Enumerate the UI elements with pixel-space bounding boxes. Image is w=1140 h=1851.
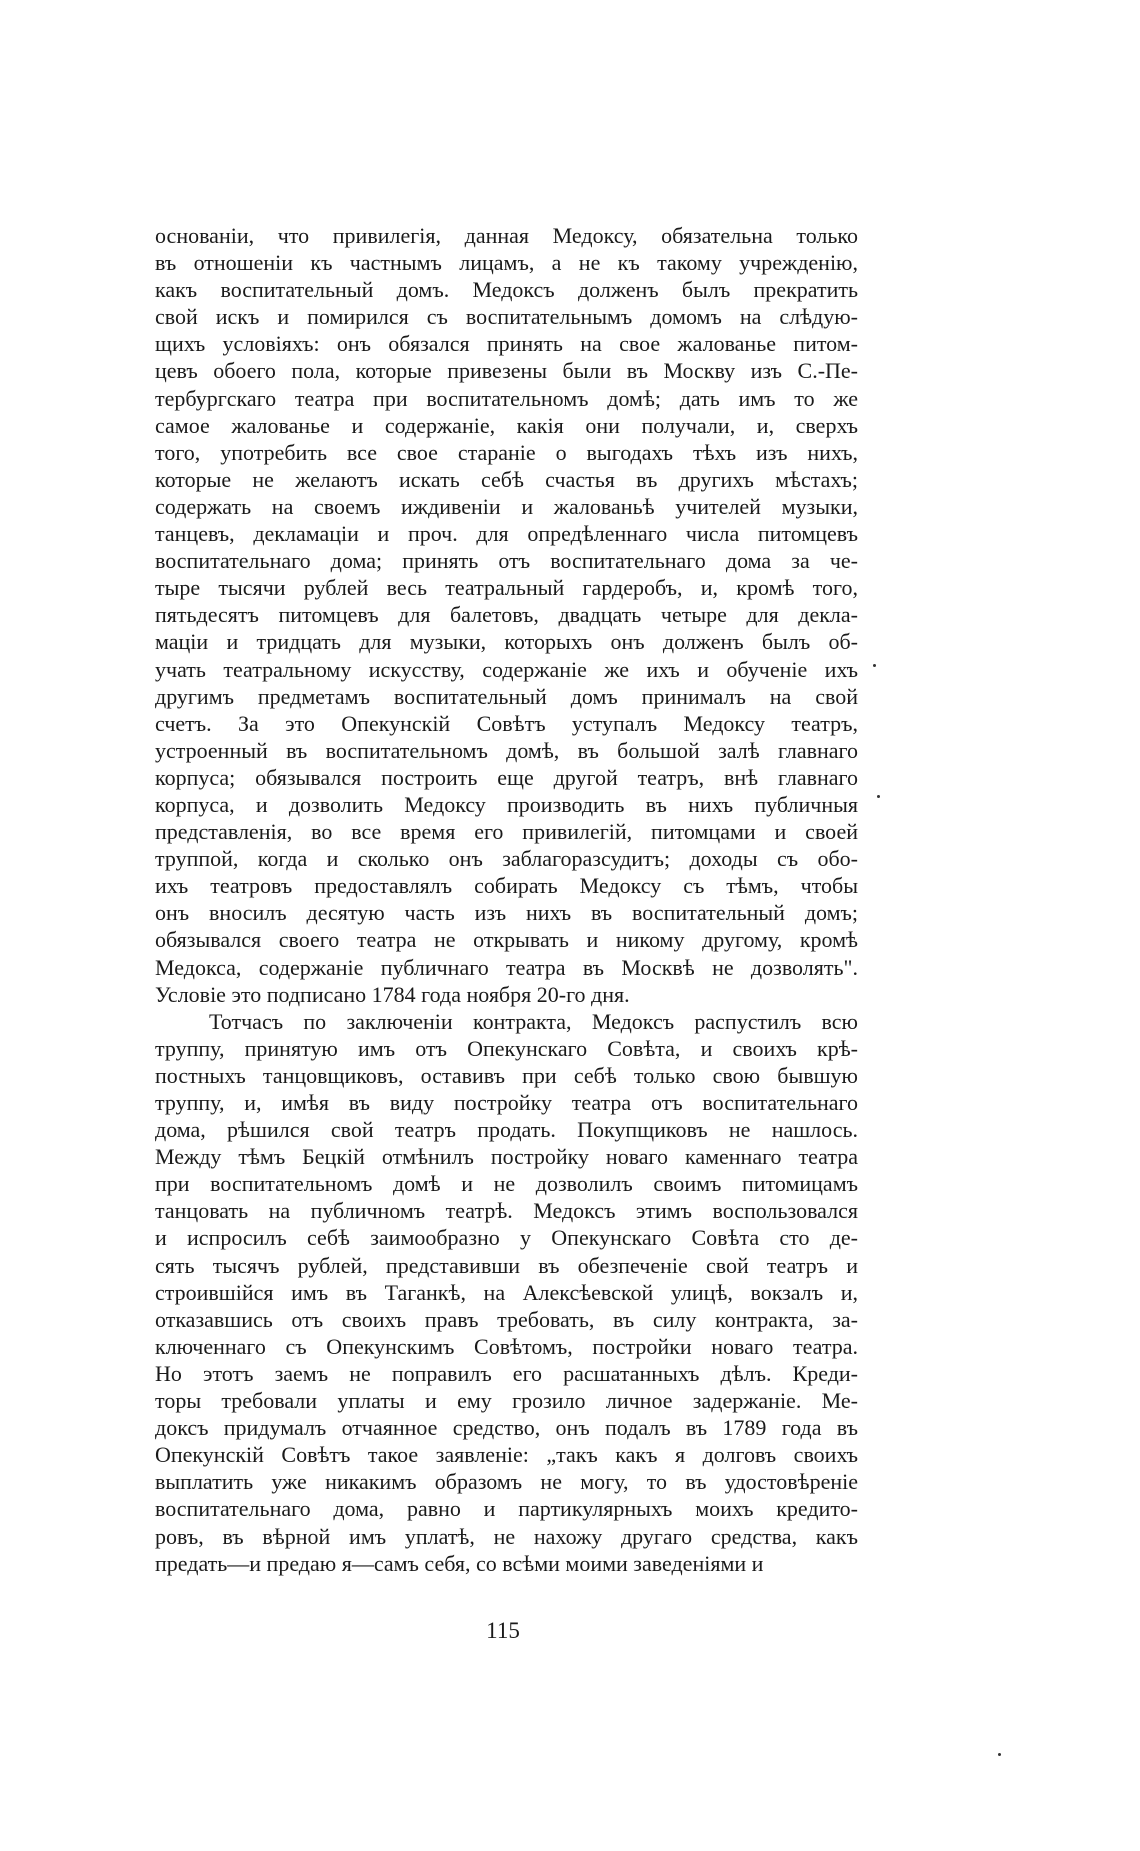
text-line: щихъ условіяхъ: онъ обязался принять на свое жалованье питом- [155,331,858,357]
text-line: онъ вносилъ десятую часть изъ нихъ въ воспитательный домъ; [155,900,858,926]
text-line: устроенный въ воспитательномъ домѣ, въ большой залѣ главнаго [155,737,858,763]
text-line: торы требовали уплаты и ему грозило личное задержаніе. Ме- [155,1388,858,1414]
text-line: Медокса, содержаніе публичнаго театра въ Москвѣ не дозволять". [155,954,858,980]
text-line: самое жалованье и содержаніе, какія они получали, и, сверхъ [155,412,858,438]
text-line: доксъ придумалъ отчаянное средство, онъ подалъ въ 1789 года въ [155,1415,858,1441]
text-line: цевъ обоего пола, которые привезены были въ Москву изъ С.-Пе- [155,358,858,384]
text-line: содержать на своемъ иждивеніи и жалованьѣ учителей музыки, [155,493,858,519]
text-line: дома, рѣшился свой театръ продать. Покупщиковъ не нашлось. [155,1117,858,1143]
text-line: какъ воспитательный домъ. Медоксъ долженъ былъ прекратить [155,277,858,303]
text-line: корпуса, и дозволить Медоксу производить въ нихъ публичныя [155,791,858,817]
text-line: выплатить уже никакимъ образомъ не могу, то въ удостовѣреніе [155,1469,858,1495]
text-line: воспитательнаго дома; принять отъ воспитательнаго дома за че- [155,548,858,574]
body-text [155,222,858,1577]
paragraph-2 [155,1008,858,1577]
text-line: при воспитательномъ домѣ и не дозволилъ своимъ питомицамъ [155,1171,858,1197]
print-speck [998,1753,1001,1756]
text-line: Но этотъ заемъ не поправилъ его расшатанныхъ дѣлъ. Креди- [155,1360,858,1386]
text-line: труппу, принятую имъ отъ Опекунскаго Совѣта, и своихъ крѣ- [155,1035,858,1061]
text-line: танцовать на публичномъ театрѣ. Медоксъ этимъ воспользовался [155,1198,858,1224]
text-line: отказавшись отъ своихъ правъ требовать, въ силу контракта, за- [155,1306,858,1332]
text-line: обязывался своего театра не открывать и никому другому, кромѣ [155,927,858,953]
text-line: строившійся имъ въ Таганкѣ, на Алексѣевской улицѣ, вокзалъ и, [155,1279,858,1305]
text-line: танцевъ, декламаціи и проч. для опредѣленнаго числа питомцевъ [155,521,858,547]
text-line: воспитательнаго дома, равно и партикулярныхъ моихъ кредито- [155,1496,858,1522]
text-line: того, употребить все свое стараніе о выгодахъ тѣхъ изъ нихъ, [155,439,858,465]
text-line: ихъ театровъ предоставлялъ собирать Медоксу съ тѣмъ, чтобы [155,873,858,899]
text-line: счетъ. За это Опекунскій Совѣтъ уступалъ Медоксу театръ, [155,710,858,736]
text-line: и испросилъ себѣ заимообразно у Опекунскаго Совѣта сто де- [155,1225,858,1251]
text-line: тербургскаго театра при воспитательномъ домѣ; дать имъ то же [155,385,858,411]
text-line: учать театральному искусству, содержаніе же ихъ и обученіе ихъ [155,656,858,682]
text-line: основаніи, что привилегія, данная Медоксу, обязательна только [155,223,858,248]
text-line: сять тысячъ рублей, представивши въ обезпеченіе свой театръ и [155,1252,858,1278]
text-line: свой искъ и помирился съ воспитательнымъ домомъ на слѣдую- [155,304,858,330]
paragraph-1 [155,222,858,1008]
text-line: ровъ, въ вѣрной имъ уплатѣ, не нахожу другаго средства, какъ [155,1523,858,1549]
print-speck [877,795,880,798]
text-line: Тотчасъ по заключеніи контракта, Медоксъ распустилъ всю [209,1008,858,1034]
text-line: другимъ предметамъ воспитательный домъ принималъ на свой [155,683,858,709]
print-speck [873,664,876,667]
text-line: ключеннаго съ Опекунскимъ Совѣтомъ, постройки новаго театра. [155,1333,858,1359]
text-line: труппой, когда и сколько онъ заблагоразсудитъ; доходы съ обо- [155,846,858,872]
text-line: тыре тысячи рублей весь театральный гардеробъ, и, кромѣ того, [155,575,858,601]
text-line: постныхъ танцовщиковъ, оставивъ при себѣ только свою бывшую [155,1062,858,1088]
text-line: труппу, и, имѣя въ виду постройку театра отъ воспитательнаго [155,1090,858,1115]
text-line: въ отношеніи къ частнымъ лицамъ, а не къ такому учрежденію, [155,250,858,276]
text-line: Между тѣмъ Бецкій отмѣнилъ постройку новаго каменнаго театра [155,1144,858,1170]
text-line: которые не желаютъ искать себѣ счастья въ другихъ мѣстахъ; [155,466,858,492]
text-line: корпуса; обязывался построить еще другой театръ, внѣ главнаго [155,764,858,790]
text-line: предать—и предаю я—самъ себя, со всѣми моими заведеніями и [155,1550,764,1576]
text-line: маціи и тридцать для музыки, которыхъ онъ долженъ былъ об- [155,629,858,655]
page-number: 115 [486,1618,520,1643]
text-line: Опекунскій Совѣтъ такое заявленіе: „такъ какъ я долговъ своихъ [155,1442,858,1468]
text-line: пятьдесятъ питомцевъ для балетовъ, двадцать четыре для декла- [155,602,858,628]
text-line: Условіе это подписано 1784 года ноября 20-го дня. [155,981,630,1007]
text-line: представленія, во все время его привилегій, питомцами и своей [155,819,858,845]
